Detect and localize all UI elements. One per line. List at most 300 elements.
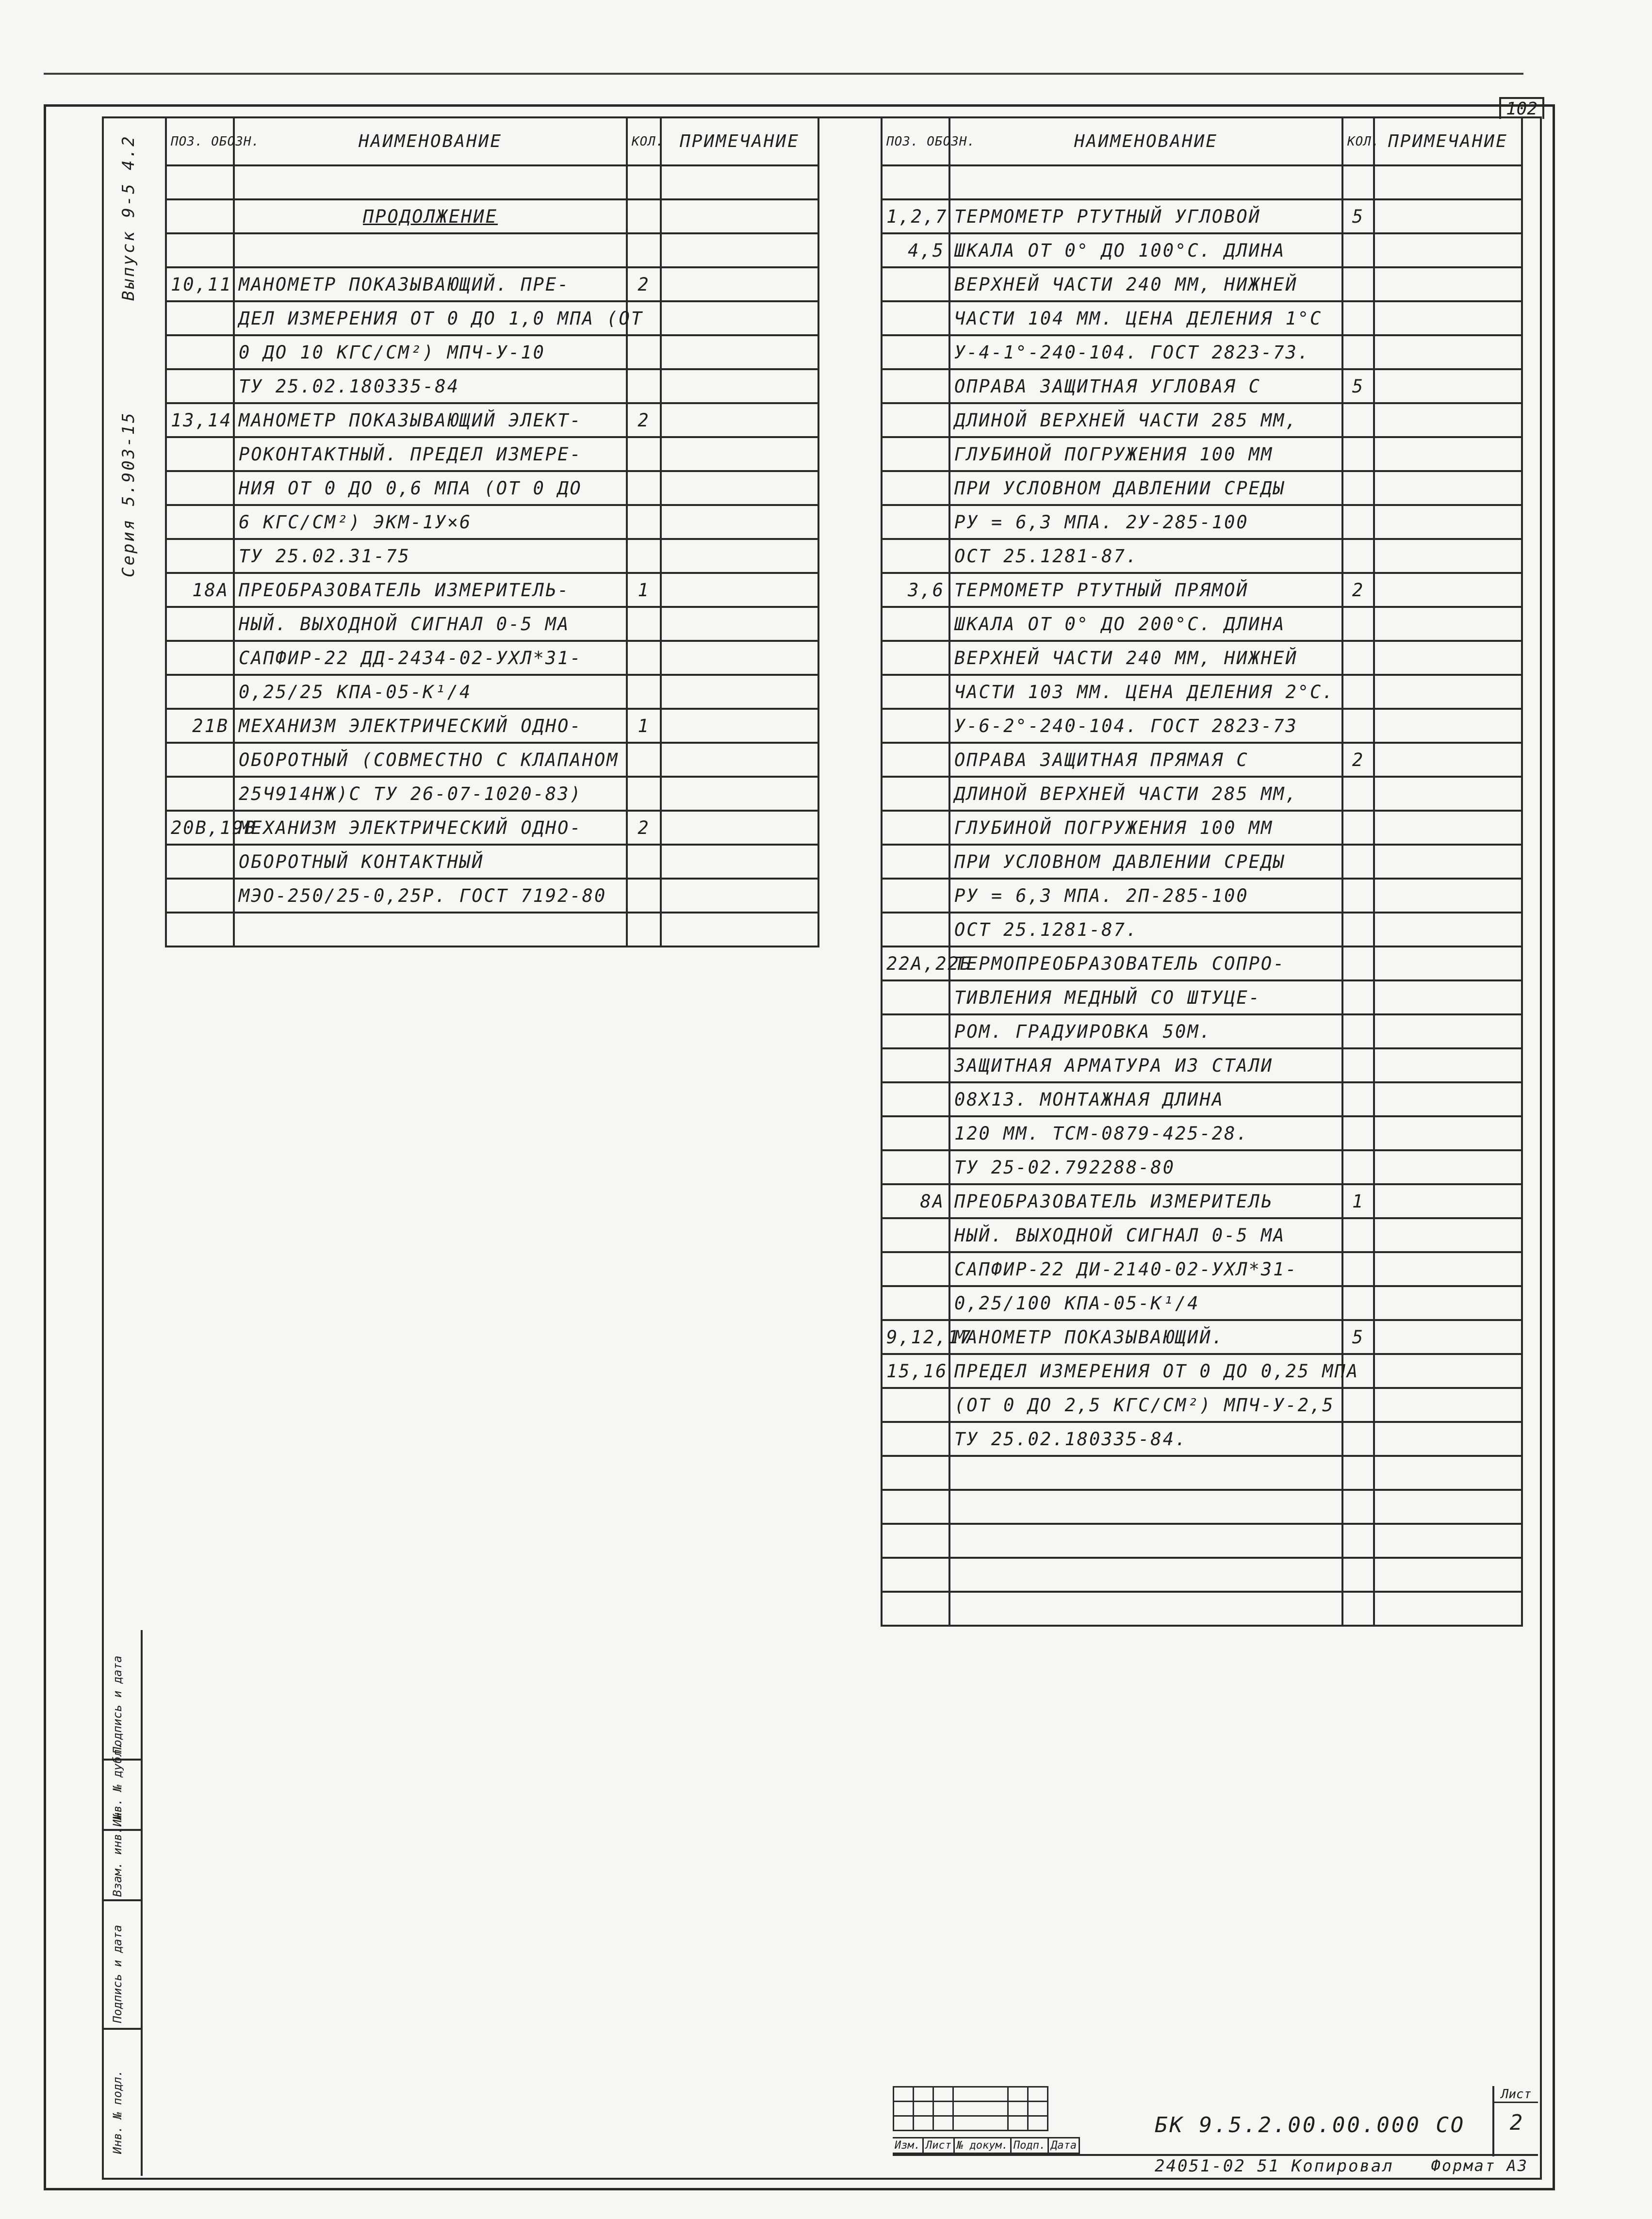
table-row	[882, 1592, 1522, 1626]
row-qty	[1342, 403, 1374, 437]
row-name: ГЛУБИНОЙ ПОГРУЖЕНИЯ 100 ММ	[949, 811, 1342, 845]
row-qty	[1342, 1456, 1374, 1490]
row-qty	[1342, 1014, 1374, 1048]
strip-cell	[102, 2028, 141, 2173]
row-name: РОКОНТАКТНЫЙ. ПРЕДЕЛ ИЗМЕРЕ-	[234, 437, 627, 471]
table-row	[882, 1388, 1522, 1422]
table-row	[882, 607, 1522, 641]
row-name: РУ = 6,3 МПА. 2П-285-100	[949, 879, 1342, 913]
strip-label: Взам. инв. №	[111, 1812, 124, 1897]
row-qty: 2	[1342, 573, 1374, 607]
row-note	[1374, 267, 1522, 301]
table-row	[882, 1184, 1522, 1218]
table-row	[882, 1490, 1522, 1524]
row-note	[1374, 1320, 1522, 1354]
row-note	[661, 811, 818, 845]
row-qty	[1342, 1252, 1374, 1286]
row-name	[949, 165, 1342, 199]
table-row	[882, 1116, 1522, 1150]
row-note	[1374, 1592, 1522, 1626]
sheet-box	[1492, 2086, 1538, 2156]
table-row	[166, 335, 818, 369]
row-pos	[166, 607, 234, 641]
table-row	[166, 675, 818, 709]
row-note	[661, 369, 818, 403]
row-name	[234, 199, 627, 233]
table-row	[166, 267, 818, 301]
row-qty: 2	[627, 403, 661, 437]
stamp-label-date: Дата	[1049, 2137, 1080, 2154]
row-qty	[1342, 641, 1374, 675]
row-name: ВЕРХНЕЙ ЧАСТИ 240 ММ, НИЖНЕЙ	[949, 641, 1342, 675]
table-row	[882, 709, 1522, 743]
row-pos	[882, 1150, 949, 1184]
row-qty: 2	[1342, 743, 1374, 777]
row-qty	[1342, 946, 1374, 980]
row-qty	[1342, 845, 1374, 879]
table-row	[882, 1524, 1522, 1558]
row-qty	[1342, 165, 1374, 199]
row-qty	[627, 233, 661, 267]
row-name: 120 ММ. ТСМ-0879-425-28.	[949, 1116, 1342, 1150]
row-note	[661, 641, 818, 675]
row-note	[1374, 1286, 1522, 1320]
row-qty	[627, 641, 661, 675]
header-qty: КОЛ.	[1342, 117, 1374, 165]
row-note	[661, 335, 818, 369]
row-name: НИЯ ОТ 0 ДО 0,6 МПА (ОТ 0 ДО	[234, 471, 627, 505]
row-name: САПФИР-22 ДИ-2140-02-УХЛ*31-	[949, 1252, 1342, 1286]
row-pos: 9,12,17	[882, 1320, 949, 1354]
table-row	[882, 1082, 1522, 1116]
row-qty: 2	[627, 811, 661, 845]
row-qty	[627, 607, 661, 641]
row-pos	[166, 845, 234, 879]
row-name: 6 КГС/СМ²) ЭКМ-1У×6	[234, 505, 627, 539]
row-note	[1374, 199, 1522, 233]
row-qty	[1342, 505, 1374, 539]
row-pos	[166, 199, 234, 233]
table-row	[882, 1286, 1522, 1320]
row-qty	[627, 437, 661, 471]
row-name: РУ = 6,3 МПА. 2У-285-100	[949, 505, 1342, 539]
row-note	[1374, 913, 1522, 946]
side-label-series: Серия 5.903-15	[119, 411, 138, 577]
table-row	[882, 980, 1522, 1014]
row-name: ТУ 25.02.180335-84	[234, 369, 627, 403]
row-pos	[166, 539, 234, 573]
row-pos	[882, 641, 949, 675]
table-header-row	[882, 117, 1522, 165]
row-name: ОБОРОТНЫЙ (СОВМЕСТНО С КЛАПАНОМ	[234, 743, 627, 777]
revision-grid	[893, 2086, 1048, 2131]
row-pos	[166, 675, 234, 709]
row-pos	[882, 811, 949, 845]
table-row	[882, 1014, 1522, 1048]
row-name: ДЛИНОЙ ВЕРХНЕЙ ЧАСТИ 285 ММ,	[949, 403, 1342, 437]
row-name: МАНОМЕТР ПОКАЗЫВАЮЩИЙ. ПРЕ-	[234, 267, 627, 301]
row-pos: 1,2,7	[882, 199, 949, 233]
table-row	[166, 437, 818, 471]
row-name	[949, 1592, 1342, 1626]
row-name: МЭО-250/25-0,25Р. ГОСТ 7192-80	[234, 879, 627, 913]
row-qty	[627, 913, 661, 946]
row-note	[1374, 1184, 1522, 1218]
row-note	[1374, 845, 1522, 879]
row-note	[1374, 1422, 1522, 1456]
row-note	[1374, 1252, 1522, 1286]
row-qty	[1342, 1524, 1374, 1558]
table-row	[166, 777, 818, 811]
row-pos	[882, 1252, 949, 1286]
row-note	[661, 505, 818, 539]
header-note: ПРИМЕЧАНИЕ	[661, 117, 818, 165]
row-name: ЧАСТИ 103 ММ. ЦЕНА ДЕЛЕНИЯ 2°С.	[949, 675, 1342, 709]
row-pos	[882, 1082, 949, 1116]
row-pos	[882, 879, 949, 913]
row-name: ОБОРОТНЫЙ КОНТАКТНЫЙ	[234, 845, 627, 879]
table-row	[166, 913, 818, 946]
top-border-line	[44, 73, 1523, 75]
row-note	[661, 709, 818, 743]
row-name	[949, 1558, 1342, 1592]
row-pos	[882, 1116, 949, 1150]
row-pos	[882, 607, 949, 641]
row-note	[1374, 946, 1522, 980]
row-name: РОМ. ГРАДУИРОВКА 50М.	[949, 1014, 1342, 1048]
strip-label: Подпись и дата	[111, 1925, 124, 2023]
row-note	[661, 437, 818, 471]
header-name: НАИМЕНОВАНИЕ	[949, 117, 1342, 165]
row-pos: 20В,19В	[166, 811, 234, 845]
header-name: НАИМЕНОВАНИЕ	[234, 117, 627, 165]
table-row	[882, 811, 1522, 845]
row-note	[1374, 369, 1522, 403]
row-name: ТЕРМОПРЕОБРАЗОВАТЕЛЬ СОПРО-	[949, 946, 1342, 980]
stamp-label-doc: № докум.	[955, 2137, 1012, 2154]
row-pos: 8А	[882, 1184, 949, 1218]
row-name: У-4-1°-240-104. ГОСТ 2823-73.	[949, 335, 1342, 369]
row-qty	[1342, 301, 1374, 335]
row-note	[661, 199, 818, 233]
row-qty	[1342, 539, 1374, 573]
table-row	[882, 233, 1522, 267]
row-note	[661, 845, 818, 879]
row-qty	[1342, 1286, 1374, 1320]
table-row	[166, 743, 818, 777]
row-note	[1374, 1456, 1522, 1490]
row-qty	[1342, 675, 1374, 709]
copy-note: 24051-02 51 Копировал	[1155, 2156, 1394, 2176]
row-note	[1374, 539, 1522, 573]
row-name: НЫЙ. ВЫХОДНОЙ СИГНАЛ 0-5 МА	[949, 1218, 1342, 1252]
table-row	[882, 1218, 1522, 1252]
row-pos	[166, 913, 234, 946]
row-name: 25Ч914НЖ)С ТУ 26-07-1020-83)	[234, 777, 627, 811]
row-note	[1374, 335, 1522, 369]
row-name: МАНОМЕТР ПОКАЗЫВАЮЩИЙ.	[949, 1320, 1342, 1354]
row-name	[949, 1490, 1342, 1524]
table-row	[166, 539, 818, 573]
row-qty: 2	[627, 267, 661, 301]
row-qty: 5	[1342, 1320, 1374, 1354]
stamp-label-sheet: Лист	[924, 2137, 955, 2154]
row-note	[1374, 607, 1522, 641]
table-row	[166, 199, 818, 233]
row-name: ТИВЛЕНИЯ МЕДНЫЙ СО ШТУЦЕ-	[949, 980, 1342, 1014]
table-row	[882, 199, 1522, 233]
table-row	[166, 709, 818, 743]
row-name: ТУ 25-02.792288-80	[949, 1150, 1342, 1184]
header-note: ПРИМЕЧАНИЕ	[1374, 117, 1522, 165]
row-note	[1374, 675, 1522, 709]
row-qty	[627, 879, 661, 913]
row-name: САПФИР-22 ДД-2434-02-УХЛ*31-	[234, 641, 627, 675]
row-name: МАНОМЕТР ПОКАЗЫВАЮЩИЙ ЭЛЕКТ-	[234, 403, 627, 437]
row-note	[661, 539, 818, 573]
row-note	[1374, 777, 1522, 811]
row-pos	[882, 1388, 949, 1422]
row-note	[1374, 1388, 1522, 1422]
revision-labels	[893, 2137, 1080, 2154]
row-name	[234, 233, 627, 267]
row-pos	[166, 233, 234, 267]
row-qty: 1	[627, 573, 661, 607]
row-name: (ОТ 0 ДО 2,5 КГС/СМ²) МПЧ-У-2,5	[949, 1388, 1342, 1422]
row-qty	[1342, 607, 1374, 641]
header-qty: КОЛ.	[627, 117, 661, 165]
row-qty	[1342, 1218, 1374, 1252]
row-name: ПРЕОБРАЗОВАТЕЛЬ ИЗМЕРИТЕЛЬ-	[234, 573, 627, 607]
table-row	[882, 743, 1522, 777]
row-note	[1374, 1354, 1522, 1388]
row-note	[1374, 1150, 1522, 1184]
row-qty	[627, 675, 661, 709]
row-note	[661, 471, 818, 505]
table-row	[882, 437, 1522, 471]
row-note	[1374, 301, 1522, 335]
row-qty	[1342, 777, 1374, 811]
row-qty	[627, 165, 661, 199]
row-pos	[882, 1490, 949, 1524]
row-name: ТЕРМОМЕТР РТУТНЫЙ ПРЯМОЙ	[949, 573, 1342, 607]
row-name: МЕХАНИЗМ ЭЛЕКТРИЧЕСКИЙ ОДНО-	[234, 709, 627, 743]
table-row	[882, 946, 1522, 980]
row-name: ДЕЛ ИЗМЕРЕНИЯ ОТ 0 ДО 1,0 МПА (ОТ	[234, 301, 627, 335]
row-note	[1374, 1116, 1522, 1150]
row-qty	[1342, 1388, 1374, 1422]
side-label-issue: Выпуск 9-5 4.2	[119, 134, 138, 301]
row-name	[234, 165, 627, 199]
table-row	[166, 845, 818, 879]
row-pos: 4,5	[882, 233, 949, 267]
row-pos	[882, 301, 949, 335]
table-row	[166, 165, 818, 199]
row-name: ШКАЛА ОТ 0° ДО 200°С. ДЛИНА	[949, 607, 1342, 641]
table-row	[882, 913, 1522, 946]
row-pos: 10,11	[166, 267, 234, 301]
table-row	[166, 641, 818, 675]
row-pos	[166, 437, 234, 471]
row-pos	[166, 335, 234, 369]
strip-cell	[102, 1812, 141, 1901]
row-qty	[1342, 913, 1374, 946]
row-pos	[882, 777, 949, 811]
row-note	[1374, 1218, 1522, 1252]
document-code: БК 9.5.2.00.00.000 СО	[1155, 2113, 1466, 2137]
row-pos	[166, 505, 234, 539]
row-pos	[882, 709, 949, 743]
row-qty	[627, 777, 661, 811]
table-row	[166, 879, 818, 913]
row-pos	[882, 1456, 949, 1490]
row-qty	[1342, 267, 1374, 301]
row-name: ВЕРХНЕЙ ЧАСТИ 240 ММ, НИЖНЕЙ	[949, 267, 1342, 301]
row-pos	[882, 743, 949, 777]
row-qty	[1342, 1150, 1374, 1184]
row-name: ТУ 25.02.180335-84.	[949, 1422, 1342, 1456]
title-block	[893, 2086, 1538, 2176]
row-note	[1374, 437, 1522, 471]
row-pos	[882, 675, 949, 709]
row-qty	[1342, 709, 1374, 743]
row-pos	[882, 403, 949, 437]
row-pos	[166, 165, 234, 199]
strip-cell	[102, 1630, 141, 1761]
table-row	[166, 811, 818, 845]
row-qty	[1342, 1490, 1374, 1524]
row-name	[949, 1456, 1342, 1490]
table-row	[882, 1558, 1522, 1592]
table-row	[882, 675, 1522, 709]
row-pos: 15,16	[882, 1354, 949, 1388]
row-name: ЗАЩИТНАЯ АРМАТУРА ИЗ СТАЛИ	[949, 1048, 1342, 1082]
table-row	[882, 165, 1522, 199]
row-note	[1374, 743, 1522, 777]
row-note	[1374, 1048, 1522, 1082]
row-pos	[882, 505, 949, 539]
row-qty: 5	[1342, 369, 1374, 403]
row-name: ОПРАВА ЗАЩИТНАЯ УГЛОВАЯ С	[949, 369, 1342, 403]
row-note	[1374, 573, 1522, 607]
row-name: ПРЕДЕЛ ИЗМЕРЕНИЯ ОТ 0 ДО 0,25 МПА	[949, 1354, 1342, 1388]
row-name	[234, 913, 627, 946]
table-row	[882, 301, 1522, 335]
row-qty	[627, 335, 661, 369]
row-pos	[166, 471, 234, 505]
spec-table-left	[165, 116, 819, 947]
row-qty	[1342, 879, 1374, 913]
table-row	[882, 539, 1522, 573]
table-row	[166, 233, 818, 267]
table-row	[882, 641, 1522, 675]
table-row	[882, 267, 1522, 301]
row-note	[661, 267, 818, 301]
row-qty	[1342, 1048, 1374, 1082]
row-pos	[882, 1592, 949, 1626]
table-row	[882, 1048, 1522, 1082]
row-note	[661, 777, 818, 811]
row-name: У-6-2°-240-104. ГОСТ 2823-73	[949, 709, 1342, 743]
row-qty	[1342, 1558, 1374, 1592]
table-row	[166, 607, 818, 641]
row-qty	[1342, 1116, 1374, 1150]
row-pos	[882, 369, 949, 403]
row-pos: 3,6	[882, 573, 949, 607]
table-row	[882, 369, 1522, 403]
row-name: 0,25/100 КПА-05-К¹/4	[949, 1286, 1342, 1320]
row-note	[661, 879, 818, 913]
section-heading: ПРОДОЛЖЕНИЕ	[362, 206, 498, 227]
row-qty	[1342, 980, 1374, 1014]
table-header-row	[166, 117, 818, 165]
table-row	[882, 403, 1522, 437]
row-pos	[882, 1218, 949, 1252]
row-qty	[627, 505, 661, 539]
row-note	[1374, 641, 1522, 675]
archive-strip	[102, 1630, 143, 2176]
table-row	[882, 505, 1522, 539]
strip-label: Подпись и дата	[111, 1655, 124, 1754]
row-qty	[627, 199, 661, 233]
stamp-divider	[893, 2154, 1538, 2156]
row-pos: 13,14	[166, 403, 234, 437]
table-row	[882, 1354, 1522, 1388]
row-name: НЫЙ. ВЫХОДНОЙ СИГНАЛ 0-5 МА	[234, 607, 627, 641]
row-pos: 22А,22Б	[882, 946, 949, 980]
table-row	[166, 403, 818, 437]
row-note	[661, 743, 818, 777]
row-note	[1374, 403, 1522, 437]
row-name: 0,25/25 КПА-05-К¹/4	[234, 675, 627, 709]
row-qty	[1342, 1422, 1374, 1456]
row-name: ТУ 25.02.31-75	[234, 539, 627, 573]
table-row	[882, 1422, 1522, 1456]
row-name: ГЛУБИНОЙ ПОГРУЖЕНИЯ 100 ММ	[949, 437, 1342, 471]
row-note	[1374, 165, 1522, 199]
row-qty	[627, 369, 661, 403]
row-note	[661, 607, 818, 641]
stamp-label-change: Изм.	[893, 2137, 924, 2154]
row-pos	[882, 980, 949, 1014]
row-qty	[627, 845, 661, 879]
table-row	[882, 879, 1522, 913]
row-qty	[1342, 335, 1374, 369]
row-name: ОПРАВА ЗАЩИТНАЯ ПРЯМАЯ С	[949, 743, 1342, 777]
row-pos	[882, 1558, 949, 1592]
row-pos	[882, 471, 949, 505]
format-label: Формат А3	[1431, 2156, 1528, 2175]
row-pos	[882, 1422, 949, 1456]
table-row	[882, 1150, 1522, 1184]
row-name: ПРИ УСЛОВНОМ ДАВЛЕНИИ СРЕДЫ	[949, 471, 1342, 505]
row-note	[661, 403, 818, 437]
table-row	[166, 573, 818, 607]
row-name: ПРИ УСЛОВНОМ ДАВЛЕНИИ СРЕДЫ	[949, 845, 1342, 879]
row-pos	[882, 845, 949, 879]
row-note	[661, 913, 818, 946]
row-pos	[166, 301, 234, 335]
row-qty	[627, 471, 661, 505]
row-note	[1374, 1082, 1522, 1116]
table-row	[882, 1320, 1522, 1354]
table-row	[166, 301, 818, 335]
row-qty	[1342, 437, 1374, 471]
sheet-number: 2	[1509, 2110, 1523, 2135]
row-name: МЕХАНИЗМ ЭЛЕКТРИЧЕСКИЙ ОДНО-	[234, 811, 627, 845]
row-note	[1374, 811, 1522, 845]
row-name: 0 ДО 10 КГС/СМ²) МПЧ-У-10	[234, 335, 627, 369]
